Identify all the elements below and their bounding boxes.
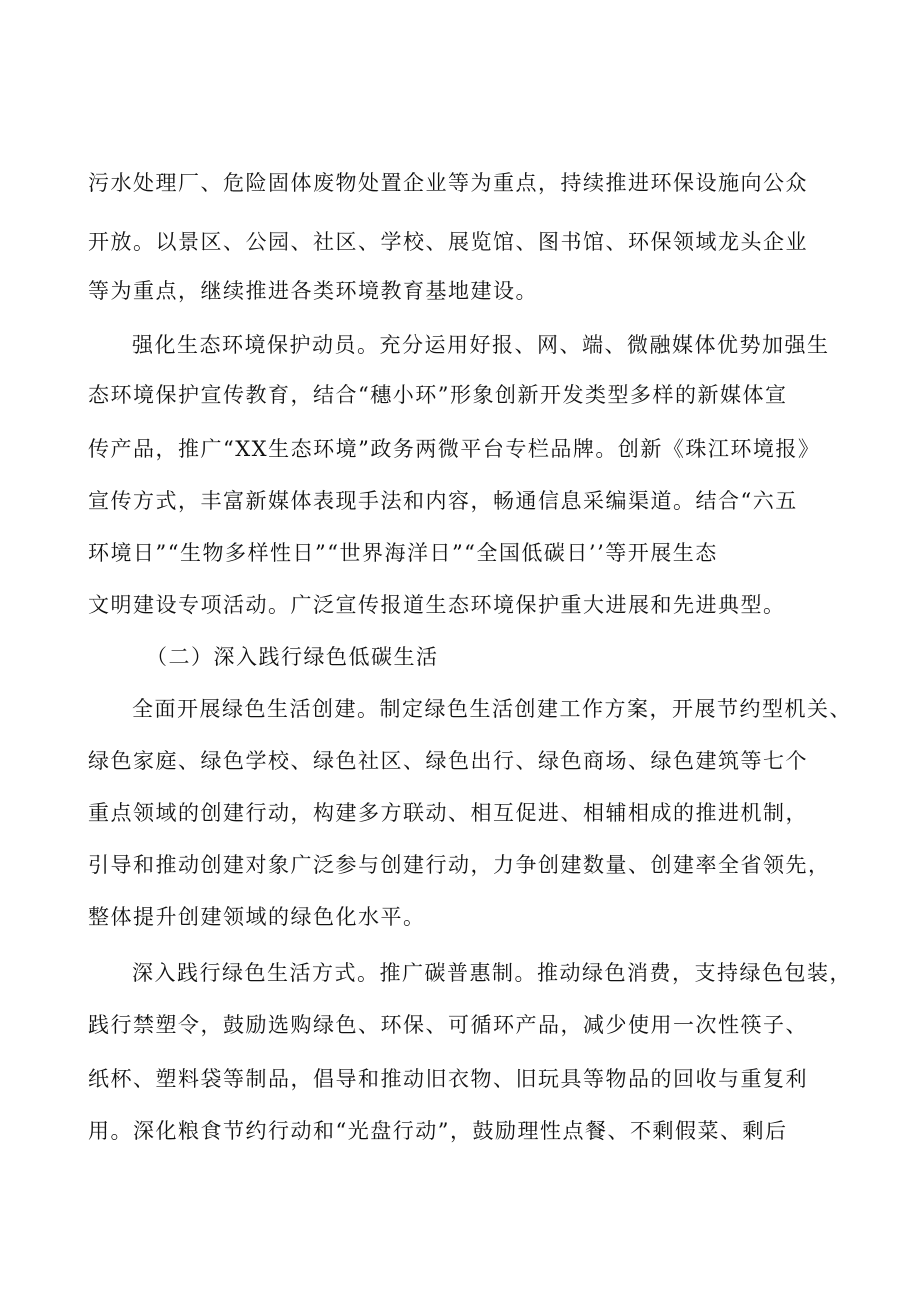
text-line: 深入践行绿色生活方式。推广碳普惠制。推动绿色消费，支持绿色包装，: [132, 961, 852, 985]
text-line: 宣传方式，丰富新媒体表现手法和内容，畅通信息采编渠道。结合“六五: [88, 489, 798, 513]
text-line: 污水处理厂、危险固体废物处置企业等为重点，持续推进环保设施向公众: [88, 171, 808, 195]
text-line: 整体提升创建领域的绿色化水平。: [88, 905, 426, 929]
text-line: 传产品，推广“XX生态环境”政务两微平台专栏品牌。创新《珠江环境报》: [88, 437, 821, 461]
text-line: 开放。以景区、公园、社区、学校、展览馆、图书馆、环保领域龙头企业: [88, 230, 808, 254]
text-line: 重点领域的创建行动，构建多方联动、相互促进、相辅相成的推进机制，: [88, 801, 808, 825]
text-line: 纸杯、塑料袋等制品，倡导和推动旧衣物、旧玩具等物品的回收与重复利: [88, 1067, 808, 1091]
text-line: 用。深化粮食节约行动和“光盘行动”，鼓励理性点餐、不剩假菜、剩后: [88, 1119, 788, 1143]
text-line: 等为重点，继续推进各类环境教育基地建设。: [88, 279, 538, 303]
heading-text: （二）深入践行绿色低碳生活: [146, 645, 439, 669]
text-line: 强化生态环境保护动员。充分运用好报、网、端、微融媒体优势加强生: [132, 333, 830, 357]
text-line: 绿色家庭、绿色学校、绿色社区、绿色出行、绿色商场、绿色建筑等七个: [88, 749, 808, 773]
text-line: 全面开展绿色生活创建。制定绿色生活创建工作方案，开展节约型机关、: [132, 697, 852, 721]
text-line: 态环境保护宣传教育，结合“穗小环”形象创新开发类型多样的新媒体宣: [88, 383, 788, 407]
text-line: 环境日”“生物多样性日”“世界海洋日”“全国低碳日’’等开展生态: [88, 541, 718, 565]
text-line: 践行禁塑令，鼓励选购绿色、环保、可循环产品，减少使用一次性筷子、: [88, 1013, 808, 1037]
text-line: 文明建设专项活动。广泛宣传报道生态环境保护重大进展和先进典型。: [88, 593, 786, 617]
text-line: 引导和推动创建对象广泛参与创建行动，力争创建数量、创建率全省领先，: [88, 853, 831, 877]
